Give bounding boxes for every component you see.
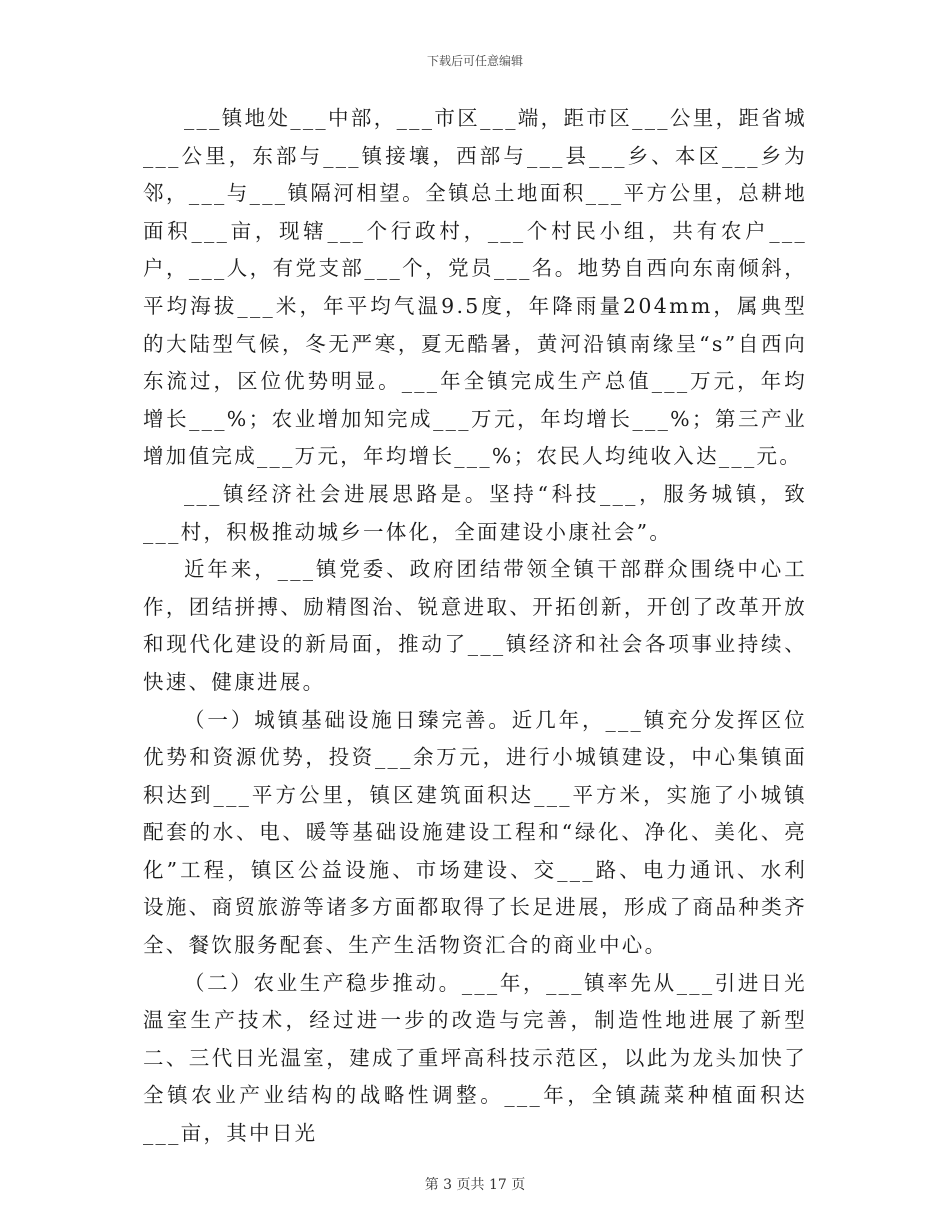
page-header: 下载后可任意编辑 (426, 54, 523, 68)
paragraph-location: ___镇地处___中部，___市区___端，距市区___公里，距省城___公里，东部与___镇接壤，西部与___县___乡、本区___乡为邻，___与___镇隔河相望。全镇总土地面积___平方公里，总耕地面积___亩，现辖___个行政村，___个村民小组，共有农户___户，___人，有党支部___个，党员___名。地势自西向东南倾斜，平均海拔___米，年平均气温9.5度，年降雨量204mm，属典型的大陆型气候，冬无严寒，夏无酷暑，黄河沿镇南缘呈“s”自西向东流过，区位优势明显。___年全镇完成生产总值___万元，年均增长___%；农业增加知完成___万元，年均增长___%；第三产业增加值完成___万元，年均增长___%；农民人均纯收入达___元。 (143, 106, 807, 469)
paragraph-agriculture: （二）农业生产稳步推动。___年，___镇率先从___引进日光温室生产技术，经过进一步的改造与完善，制造性地进展了新型二、三代日光温室，建成了重坪高科技示范区，以此为龙头加快了全镇农业产业结构的战略性调整。___年，全镇蔬菜种植面积达___亩，其中日光 (143, 970, 807, 1146)
document-body (143, 100, 807, 1153)
paragraph-recent-years: 近年来，___镇党委、政府团结带领全镇干部群众围绕中心工作，团结拼搏、励精图治、锐意进取、开拓创新，开创了改革开放和现代化建设的新局面，推动了___镇经济和社会各项事业持续、快速、健康进展。 (143, 557, 807, 694)
page-number: 第 3 页共 17 页 (424, 1177, 526, 1193)
paragraph-development-idea: ___镇经济社会进展思路是。坚持“科技___，服务城镇，致___村，积极推动城乡一体化，全面建设小康社会”。 (143, 481, 807, 544)
paragraph-infrastructure: （一）城镇基础设施日臻完善。近几年，___镇充分发挥区位优势和资源优势，投资___余万元，进行小城镇建设，中心集镇面积达到___平方公里，镇区建筑面积达___平方米，实施了小城镇配套的水、电、暖等基础设施建设工程和“绿化、净化、美化、亮化”工程，镇区公益设施、市场建设、交___路、电力通讯、水利设施、商贸旅游等诸多方面都取得了长足进展，形成了商品种类齐全、餐饮服务配套、生产生活物资汇合的商业中心。 (143, 707, 807, 958)
